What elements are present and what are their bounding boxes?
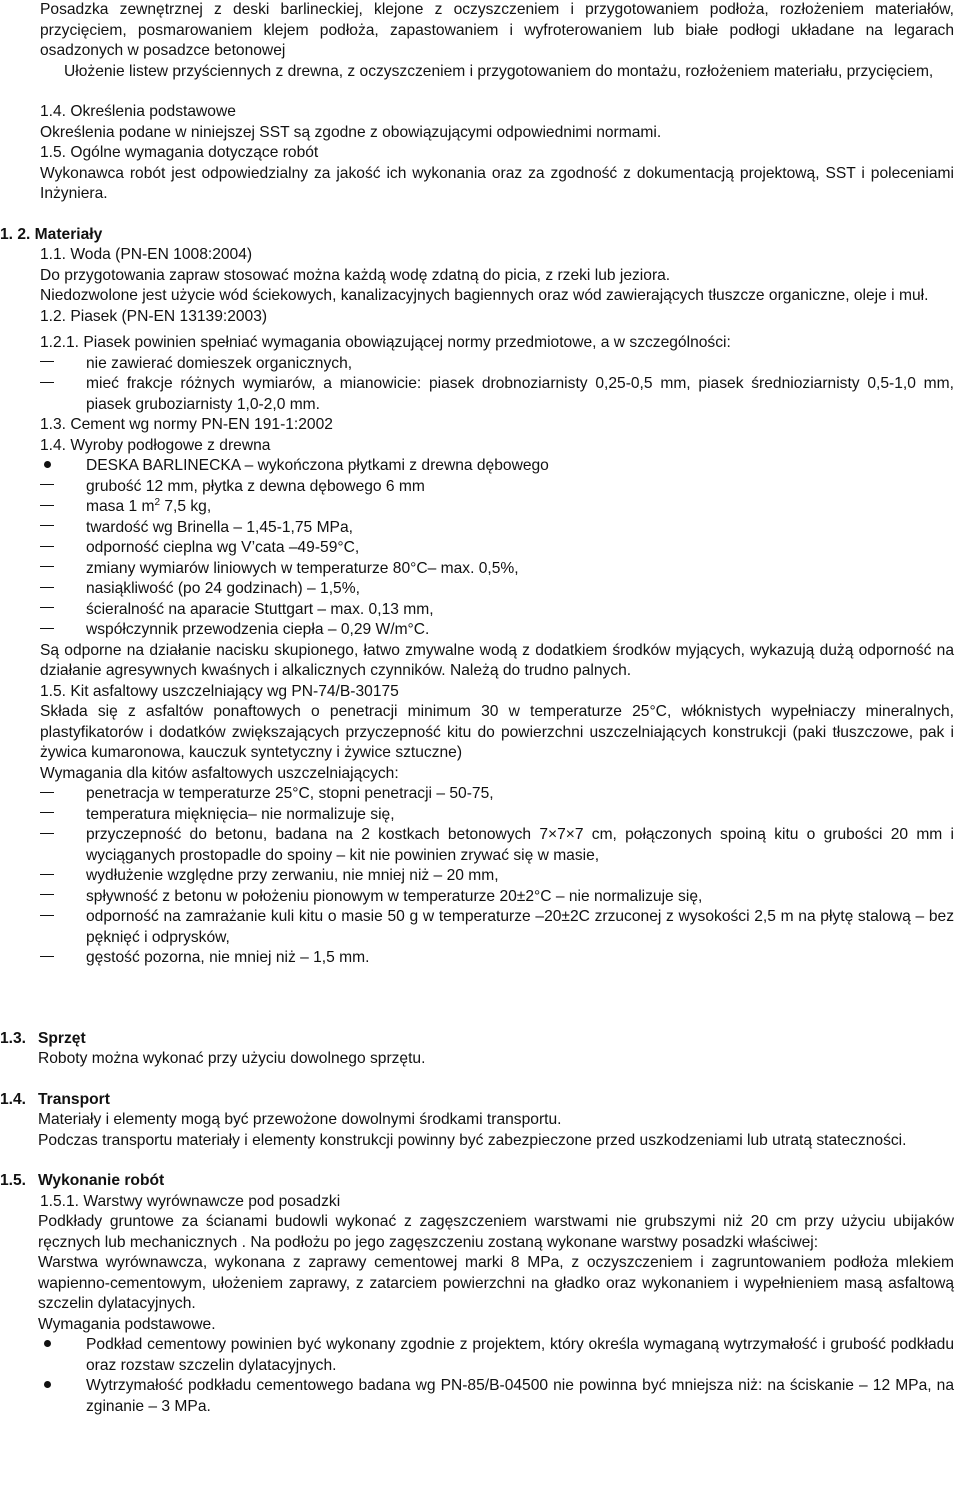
paragraph: Do przygotowania zapraw stosować można każdą wodę zdatną do picia, z rzeki lub jeziora. [40, 266, 671, 284]
subsection-heading: 1.5.1. Warstwy wyrównawcze pod posadzki [40, 1192, 341, 1210]
section-heading-transport: 1.4. Transport [0, 1090, 110, 1108]
section-heading-materials: 1. 2. Materiały [0, 225, 103, 243]
basic-requirements-list [0, 1335, 954, 1417]
list-item: twardość wg Brinella – 1,45-1,75 MPa, [0, 518, 954, 539]
dash-bullet-icon [40, 628, 54, 629]
list-item: współczynnik przewodzenia ciepła – 0,29 W/m°C. [0, 620, 954, 641]
paragraph: Warstwa wyrównawcza, wykonana z zaprawy cementowej marki 8 MPa, z oczyszczeniem i zagruntowaniem podłoża mlekiem wapienno-cementowym, ułożeniem zaprawy, z zatarciem powierzchni na gładko oraz wykonaniem i wypełnieniem masą asfaltową szczelin dylatacyjnych. [38, 1254, 954, 1312]
paragraph: Niedozwolone jest użycie wód ściekowych, kanalizacyjnych bagiennych oraz wód zawierających tłuszcze organiczne, oleje i muł. [40, 287, 929, 304]
list-item: nie zawierać domieszek organicznych, [0, 354, 954, 375]
dash-bullet-icon [40, 874, 54, 875]
list-item: spływność z betonu w położeniu pionowym w temperaturze 20±2°C – nie normalizuje się, [0, 887, 954, 908]
dash-bullet-icon [40, 894, 54, 895]
dash-bullet-icon [40, 382, 54, 383]
dot-bullet-icon [44, 1381, 51, 1388]
dash-bullet-icon [40, 812, 54, 813]
section-heading-works: 1.5. Wykonanie robót [0, 1172, 165, 1189]
dot-bullet-icon [44, 1340, 51, 1347]
dash-bullet-icon [40, 546, 54, 547]
dash-bullet-icon [40, 505, 54, 506]
paragraph: Podczas transportu materiały i elementy konstrukcji powinny być zabezpieczone przed uszkodzeniami lub utratą stateczności. [38, 1131, 907, 1149]
list-item: przyczepność do betonu, badana na 2 kostkach betonowych 7×7×7 cm, połączonych spoiną kitu o grubości 20 mm i wyciąganych prostopadle do spoiny – kit nie powinien zrywać się w masie, [0, 825, 954, 866]
list-item: gęstość pozorna, nie mniej niż – 1,5 mm. [0, 948, 954, 969]
subsection-heading: 1.2. Piasek (PN-EN 13139:2003) [40, 307, 268, 325]
dash-bullet-icon [40, 566, 54, 567]
putty-requirements-list [0, 784, 954, 969]
masa-prefix: masa 1 m [86, 498, 155, 515]
dash-bullet-icon [40, 587, 54, 588]
paragraph: Wykonawca robót jest odpowiedzialny za jakość ich wykonania oraz za zgodność z dokumentacją projektową, SST i poleceniami Inżyniera. [40, 164, 954, 202]
masa-superscript: 2 [154, 496, 161, 508]
dash-bullet-icon [40, 833, 54, 834]
list-item: mieć frakcje różnych wymiarów, a mianowicie: piasek drobnoziarnisty 0,25-0,5 mm, piasek średnioziarnisty 0,5-1,0 mm, piasek gruboziarnisty 1,0-2,0 mm. [0, 374, 954, 415]
list-item: odporność cieplna wg V’cata –49-59°C, [0, 538, 954, 559]
list-item: zmiany wymiarów liniowych w temperaturze 80°C– max. 0,5%, [0, 559, 954, 580]
list-item: grubość 12 mm, płytka z dewna dębowego 6 mm [0, 477, 954, 498]
paragraph: Materiały i elementy mogą być przewożone dowolnymi środkami transportu. [38, 1111, 562, 1128]
dash-bullet-icon [40, 484, 54, 485]
paragraph: Roboty można wykonać przy użyciu dowolnego sprzętu. [38, 1050, 426, 1067]
intro-paragraph-1: Posadzka zewnętrznej z deski barlineckiej, klejone z oczyszczeniem i przygotowaniem podłoża, rozłożeniem materiałów, przycięciem, posmarowaniem klejem podłoża, zapastowaniem i wyfroterowaniem lub białe podłogi układane na legarach osadzonych w posadzce betonowej [40, 1, 954, 59]
subsection-heading: 1.5. Kit asfaltowy uszczelniający wg PN-74/B-30175 [40, 682, 399, 700]
paragraph: Składa się z asfaltów ponaftowych o penetracji minimum 30 w temperaturze 25°C, włóknistych wypełniaczy mineralnych, plastyfikatorów i dodatków zwiększających przyczepność kitu do powierzchni uszczelniających konstrukcji (paki tłuszczowe, pak i żywica kumaronowa, kauczuk syntetyczny i żywice sztuczne) [40, 703, 954, 761]
paragraph: Wymagania podstawowe. [38, 1315, 216, 1333]
section-heading: 1.5. Ogólne wymagania dotyczące robót [40, 144, 319, 161]
subsection-heading: 1.4. Wyroby podłogowe z drewna [40, 436, 271, 454]
list-item: Podkład cementowy powinien być wykonany zgodnie z projektem, który określa wymaganą wytrzymałość i grubość podkładu oraz rozstaw szczelin dylatacyjnych. [0, 1335, 954, 1376]
dash-bullet-icon [40, 956, 54, 957]
list-item: nasiąkliwość (po 24 godzinach) – 1,5%, [0, 579, 954, 600]
list-item: Wytrzymałość podkładu cementowego badana wg PN-85/B-04500 nie powinna być mniejsza niż: na ściskanie – 12 MPa, na zginanie – 3 MPa. [0, 1376, 954, 1417]
list-item: ścieralność na aparacie Stuttgart – max. 0,13 mm, [0, 600, 954, 621]
list-item: wydłużenie względne przy zerwaniu, nie mniej niż – 20 mm, [0, 866, 954, 887]
paragraph: 1.2.1. Piasek powinien spełniać wymagania obowiązującej normy przedmiotowe, a w szczególności: [40, 334, 731, 351]
dot-bullet-icon [44, 461, 51, 468]
list-item: DESKA BARLINECKA – wykończona płytkami z drewna dębowego [0, 456, 954, 477]
subsection-heading: 1.3. Cement wg normy PN-EN 191-1:2002 [40, 416, 333, 433]
list-item: odporność na zamrażanie kuli kitu o masie 50 g w temperaturze –20±2C zrzuconej z wysokości 2,5 m na płytę stalową – bez pęknięć i odprysków, [0, 907, 954, 948]
masa-value: 7,5 kg, [164, 498, 212, 515]
dash-bullet-icon [40, 915, 54, 916]
section-heading: 1.4. Określenia podstawowe [40, 103, 236, 120]
subsection-heading: 1.1. Woda (PN-EN 1008:2004) [40, 246, 253, 263]
paragraph: Wymagania dla kitów asfaltowych uszczelniających: [40, 764, 399, 782]
wood-products-list [0, 456, 954, 641]
dash-bullet-icon [40, 525, 54, 526]
sand-requirements-list [0, 354, 954, 416]
dash-bullet-icon [40, 361, 54, 362]
intro-paragraph-2: Ułożenie listew przyściennych z drewna, z oczyszczeniem i przygotowaniem do montażu, rozłożeniem materiału, przycięciem, [64, 62, 934, 80]
dash-bullet-icon [40, 792, 54, 793]
list-item: penetracja w temperaturze 25°C, stopni penetracji – 50-75, [0, 784, 954, 805]
list-item: temperatura mięknięcia– nie normalizuje się, [0, 805, 954, 826]
paragraph: Określenia podane w niniejszej SST są zgodne z obowiązującymi odpowiednimi normami. [40, 123, 662, 141]
paragraph: Podkłady gruntowe za ścianami budowli wykonać z zagęszczeniem warstwami nie grubszymi niż 20 cm przy użyciu ubijaków ręcznych lub mechanicznych . Na podłożu po jego zagęszczeniu zostaną wykonane warstwy posadzki właściwej: [38, 1213, 954, 1251]
paragraph: Są odporne na działanie nacisku skupionego, łatwo zmywalne wodą z dodatkiem środków myjących, wykazują dużą odporność na działanie agresywnych kwaśnych i alkalicznych czynników. Należą do trudno palnych. [40, 641, 954, 679]
dash-bullet-icon [40, 607, 54, 608]
list-item [0, 497, 954, 518]
section-heading-equipment: 1.3. Sprzęt [0, 1029, 86, 1047]
